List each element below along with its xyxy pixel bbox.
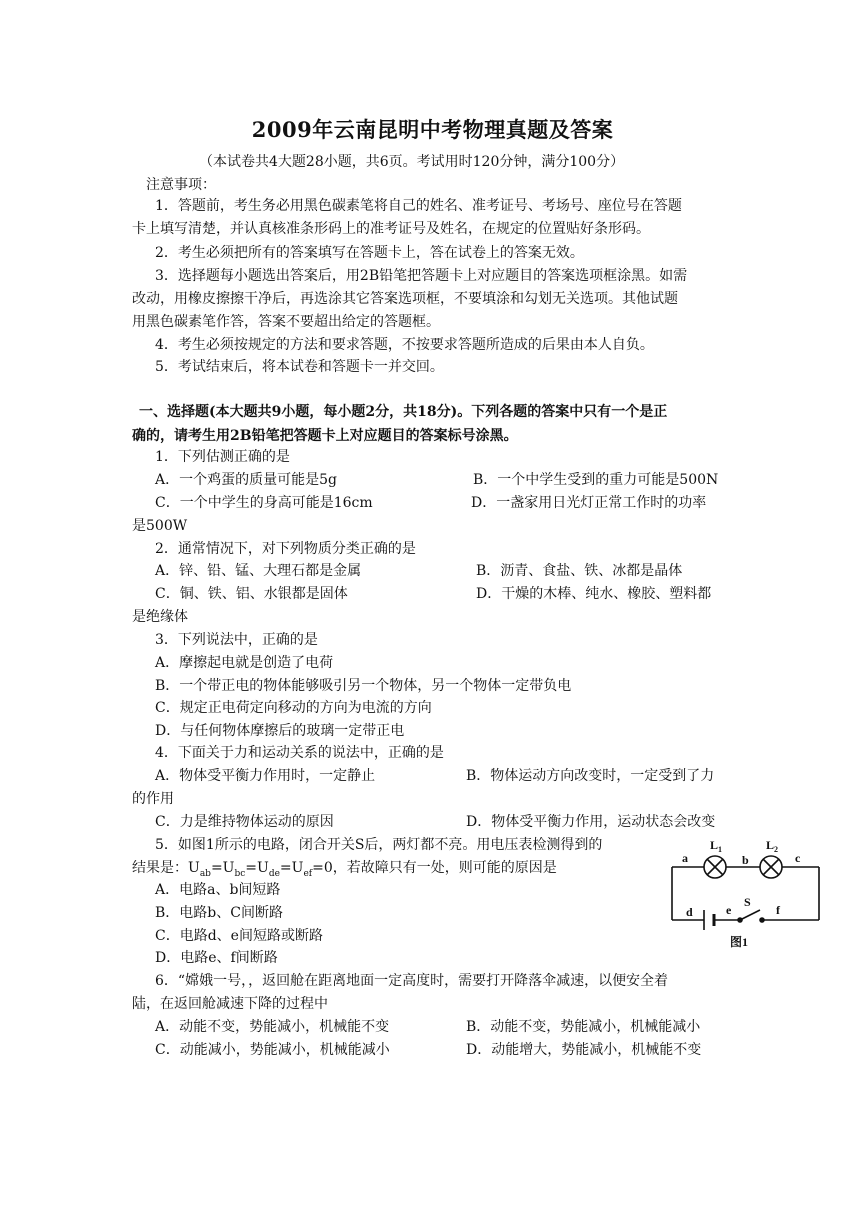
option-a: A．物体受平衡力作用时，一定静止 <box>155 768 376 784</box>
question-stem: 2．通常情况下，对下列物质分类正确的是 <box>155 541 416 557</box>
circuit-diagram <box>664 834 824 954</box>
node-f-label: f <box>776 903 780 917</box>
notice-line: 5．考试结束后，将本试卷和答题卡一并交回。 <box>155 359 444 375</box>
option-b: B．一个带正电的物体能够吸引另一个物体，另一个物体一定带负电 <box>155 678 572 694</box>
option-d: D．干燥的木棒、纯水、橡胶、塑料都 <box>476 586 712 602</box>
notice-line: 改动，用橡皮擦擦干净后，再选涂其它答案选项框，不要填涂和勾划无关选项。其他试题 <box>132 291 678 307</box>
option-b: B．物体运动方向改变时，一定受到了力 <box>466 768 715 784</box>
switch-label: S <box>744 895 751 909</box>
option-d: D．物体受平衡力作用，运动状态会改变 <box>466 814 716 830</box>
option-c: C．电路d、e间短路或断路 <box>155 928 323 944</box>
option-d-cont: 是绝缘体 <box>132 609 188 625</box>
notice-line: 2．考生必须把所有的答案填写在答题卡上，答在试卷上的答案无效。 <box>155 245 584 261</box>
node-c-label: c <box>795 851 801 865</box>
node-b-label: b <box>742 853 749 867</box>
option-a: A．一个鸡蛋的质量可能是5g <box>155 472 337 488</box>
option-a: A．摩擦起电就是创造了电荷 <box>155 655 334 671</box>
question-stem: 4．下面关于力和运动关系的说法中，正确的是 <box>155 745 444 761</box>
option-a: A．动能不变，势能减小，机械能不变 <box>155 1019 390 1035</box>
option-c: C．铜、铁、铝、水银都是固体 <box>155 586 348 602</box>
option-b-cont: 的作用 <box>132 791 174 807</box>
lamp2-label: $L_2$ <box>766 838 779 854</box>
option-b: B．动能不变，势能减小，机械能减小 <box>466 1019 701 1035</box>
node-a-label: a <box>682 851 688 865</box>
option-c: C．一个中学生的身高可能是16cm <box>155 495 373 511</box>
question-stem: 3．下列说法中，正确的是 <box>155 632 318 648</box>
notice-heading: 注意事项： <box>146 177 216 193</box>
node-e-label: e <box>726 903 732 917</box>
notice-line: 4．考生必须按规定的方法和要求答题，不按要求答题所造成的后果由本人自负。 <box>155 337 654 353</box>
exam-info: （本试卷共4大题28小题，共6页。考试用时120分钟，满分100分） <box>199 154 625 170</box>
lamp1-label: $L_1$ <box>710 838 723 854</box>
option-d: D．与任何物体摩擦后的玻璃一定带正电 <box>155 723 405 739</box>
option-b: B．电路b、C间断路 <box>155 905 283 921</box>
figure-caption: 图1 <box>730 935 749 949</box>
switch-contact <box>760 918 764 922</box>
option-c: C．动能减小，势能减小，机械能减小 <box>155 1042 390 1058</box>
notice-line: 用黑色碳素笔作答，答案不要超出给定的答题框。 <box>132 314 440 330</box>
voltage-readings: $U_{ab}=U_{bc}=U_{de}=U_{ef}=0$ <box>188 860 333 879</box>
option-d: D．动能增大，势能减小，机械能不变 <box>466 1042 702 1058</box>
switch-blade <box>740 910 760 920</box>
question-stem: 1．下列估测正确的是 <box>155 449 290 465</box>
page-title: 2009年云南昆明中考物理真题及答案 <box>251 117 614 142</box>
notice-line: 1．答题前，考生务必用黑色碳素笔将自己的姓名、准考证号、考场号、座位号在答题 <box>155 198 682 214</box>
question-stem: 5．如图1所示的电路，闭合开关S后，两灯都不亮。用电压表检测得到的 <box>155 837 603 853</box>
notice-line: 卡上填写清楚，并认真核准条形码上的准考证号及姓名，在规定的位置贴好条形码。 <box>132 221 650 237</box>
option-a: A．电路a、b间短路 <box>155 882 281 898</box>
option-a: A．锌、铅、锰、大理石都是金属 <box>155 563 362 579</box>
option-b: B．沥青、食盐、铁、冰都是晶体 <box>476 563 683 579</box>
result-suffix: ，若故障只有一处，则可能的原因是 <box>332 860 557 876</box>
question-stem-cont: 陆，在返回舱减速下降的过程中 <box>132 996 328 1012</box>
section-heading: 一、选择题(本大题共9小题，每小题2分，共18分)。下列各题的答案中只有一个是正 <box>139 404 668 420</box>
option-c: C．规定正电荷定向移动的方向为电流的方向 <box>155 700 432 716</box>
question-stem: 6．“嫦娥一号，，返回舱在距离地面一定高度时，需要打开降落伞减速，以便安全着 <box>155 973 669 989</box>
option-c: C．力是维持物体运动的原因 <box>155 814 334 830</box>
notice-line: 3．选择题每小题选出答案后，用2B铅笔把答题卡上对应题目的答案选项框涂黑。如需 <box>155 268 688 284</box>
option-b: B．一个中学生受到的重力可能是500N <box>473 472 719 488</box>
option-d-cont: 是500W <box>132 518 188 534</box>
option-d: D．一盏家用日光灯正常工作时的功率 <box>471 495 707 511</box>
result-prefix: 结果是： <box>132 860 188 876</box>
option-d: D．电路e、f间断路 <box>155 950 278 966</box>
node-d-label: d <box>686 905 693 919</box>
section-heading: 确的，请考生用2B铅笔把答题卡上对应题目的答案标号涂黑。 <box>132 428 518 444</box>
